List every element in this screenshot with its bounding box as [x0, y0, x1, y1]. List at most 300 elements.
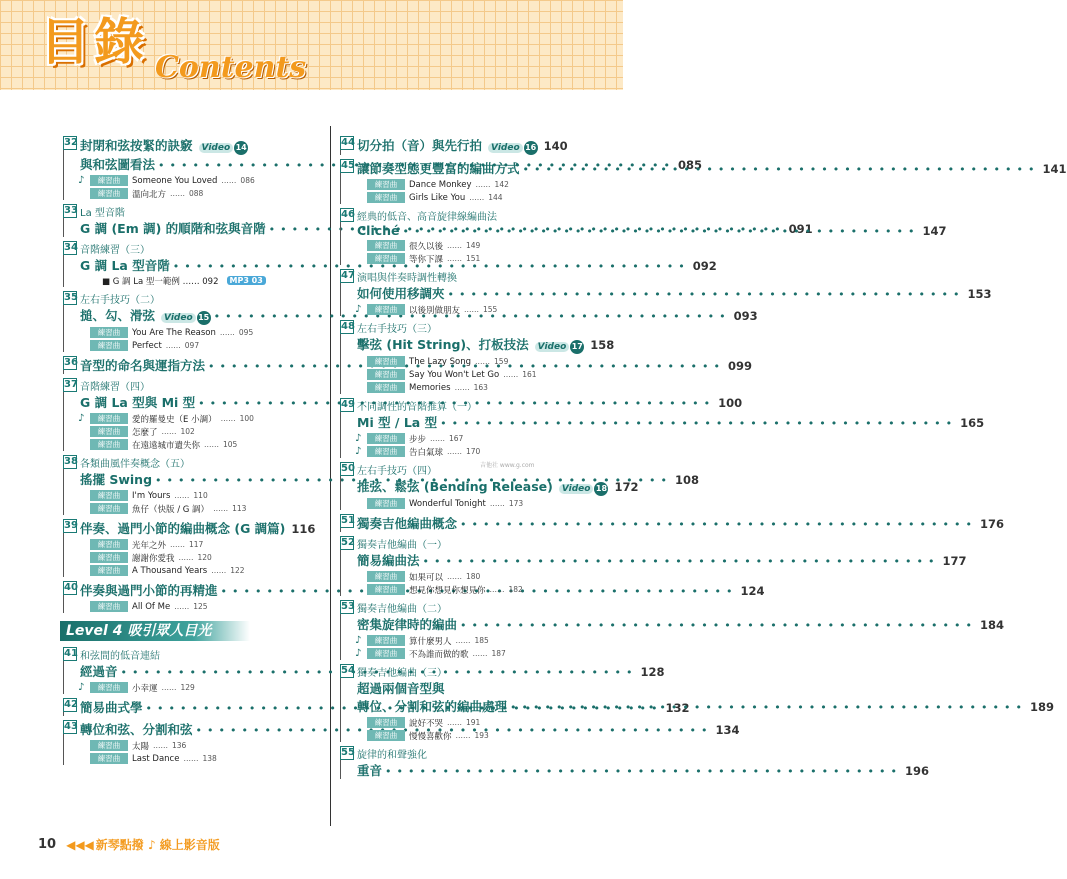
- song-page-ref: 191: [466, 718, 481, 727]
- video-badge[interactable]: [161, 311, 211, 325]
- chapter-title-line[interactable]: [357, 335, 615, 354]
- page-subtitle: Contents: [155, 50, 307, 85]
- practice-chip: 練習曲: [367, 584, 405, 595]
- song-page-ref: 100: [239, 414, 254, 423]
- toc-entry[interactable]: [340, 462, 639, 510]
- leader-dots: ……: [170, 540, 186, 549]
- practice-chip: 練習曲: [367, 446, 405, 457]
- song-list: [357, 716, 565, 742]
- chapter-title: 封閉和弦按緊的訣竅: [80, 138, 193, 153]
- toc-entry[interactable]: [340, 136, 568, 155]
- song-page-ref: 163: [473, 383, 488, 392]
- song-item[interactable]: [367, 583, 565, 596]
- chapter-number: 53: [341, 601, 355, 612]
- song-item[interactable]: [90, 739, 303, 752]
- toc-entry[interactable]: [340, 320, 615, 394]
- song-page-ref: 149: [466, 241, 481, 250]
- chapter-number: 35: [64, 292, 78, 303]
- song-title: 魚仔（快版 / G 調）: [132, 504, 210, 515]
- song-page-ref: 185: [474, 636, 489, 645]
- chapter-number: 49: [341, 399, 355, 410]
- song-page-ref: 095: [238, 328, 254, 337]
- song-page-ref: 105: [223, 440, 238, 449]
- video-badge[interactable]: [488, 141, 538, 155]
- example-title: ■ G 調 La 型一範例 …… 092: [102, 276, 219, 287]
- chapter-title-line[interactable]: [357, 761, 930, 779]
- leader-dots: ……: [161, 683, 177, 692]
- page-ref: 177: [942, 554, 967, 568]
- leader-dots: ……: [447, 254, 463, 263]
- chapter-subtitle: 不同調性的音階推算（一）: [357, 402, 477, 413]
- song-page-ref: 161: [522, 370, 537, 379]
- leader-dots: ……: [430, 434, 446, 443]
- page-ref: 085: [678, 158, 703, 172]
- song-list: [357, 570, 565, 596]
- practice-chip: 練習曲: [90, 175, 128, 186]
- chapter-title: Mi 型 / La 型: [357, 415, 438, 430]
- leader-dots: [510, 701, 1027, 714]
- song-title: All Of Me: [132, 601, 171, 612]
- chapter-number: 47: [341, 270, 355, 281]
- leader-dots: ……: [165, 341, 181, 350]
- leader-dots: ……: [178, 553, 194, 562]
- song-page-ref: 182: [508, 585, 523, 594]
- chapter-title: 伴奏、過門小節的編曲概念 (G 調篇): [80, 521, 286, 536]
- practice-chip: 練習曲: [90, 753, 128, 764]
- practice-chip: 練習曲: [367, 253, 405, 264]
- chapter-number: 34: [64, 242, 78, 253]
- page-ref: 128: [640, 665, 665, 679]
- chapter-number: 50: [341, 463, 355, 474]
- song-page-ref: 097: [184, 341, 200, 350]
- guitar-icon: ♪: [355, 648, 362, 659]
- song-title: Perfect: [132, 340, 162, 351]
- chapter-subtitle: 獨奏吉他編曲（一）: [357, 540, 447, 551]
- practice-chip: 練習曲: [367, 730, 405, 741]
- chapter-number: 48: [341, 321, 355, 332]
- guitar-icon: ♪: [78, 682, 85, 693]
- practice-chip: 練習曲: [367, 304, 405, 315]
- song-page-ref: 155: [483, 305, 498, 314]
- chapter-title: 轉位和弦、分割和弦: [80, 722, 193, 737]
- song-page-ref: 102: [180, 427, 195, 436]
- practice-chip: 練習曲: [367, 498, 405, 509]
- leader-dots: [460, 518, 977, 531]
- page-ref: 141: [1042, 162, 1067, 176]
- page-title: 目錄: [40, 13, 148, 71]
- practice-chip: 練習曲: [367, 356, 405, 367]
- song-list: [357, 355, 565, 394]
- leader-dots: ……: [455, 636, 471, 645]
- song-item[interactable]: [78, 412, 303, 425]
- chapter-title: G 調 La 型音階: [80, 258, 170, 273]
- song-title: 算什麼男人: [409, 636, 452, 647]
- song-item[interactable]: [90, 438, 303, 451]
- page-ref: 184: [980, 618, 1005, 632]
- page-ref: 189: [1030, 700, 1055, 714]
- level-title: Level 4 吸引眾人目光: [66, 623, 212, 639]
- song-title: 說好不哭: [409, 718, 444, 729]
- song-title: 想見你想見你想見你: [409, 585, 486, 596]
- song-item[interactable]: [355, 303, 565, 316]
- song-page-ref: 142: [494, 180, 509, 189]
- song-page-ref: 113: [232, 504, 247, 513]
- song-page-ref: 138: [202, 754, 217, 763]
- chapter-title-line[interactable]: [357, 615, 1005, 633]
- video-icon: Video: [535, 342, 570, 352]
- song-title: Last Dance: [132, 753, 180, 764]
- arrow-icon: ◀◀◀: [66, 837, 94, 852]
- guitar-icon: ♪: [355, 635, 362, 646]
- song-list: [80, 412, 303, 451]
- practice-chip: 練習曲: [90, 490, 128, 501]
- chapter-number: 39: [64, 520, 78, 531]
- header-banner: [0, 0, 623, 90]
- chapter-subtitle: 演唱與伴奏時調性轉換: [357, 273, 457, 284]
- chapter-number: 51: [341, 515, 355, 526]
- chapter-subtitle: 左右手技巧（四）: [357, 466, 437, 477]
- song-title: 告白氣球: [409, 447, 444, 458]
- page-ref: 124: [740, 584, 765, 598]
- song-item[interactable]: [367, 252, 565, 265]
- leader-dots: ……: [174, 602, 190, 611]
- video-number: 14: [234, 141, 248, 155]
- leader-dots: ……: [213, 504, 229, 513]
- toc-entry[interactable]: [340, 514, 1005, 532]
- leader-dots: ……: [153, 741, 169, 750]
- leader-dots: ……: [170, 189, 186, 198]
- chapter-title: 與和弦圖看法: [80, 157, 156, 172]
- video-icon: Video: [488, 143, 523, 153]
- toc-entry[interactable]: [340, 746, 930, 779]
- example-item[interactable]: [90, 274, 303, 287]
- song-title: 謝謝你愛我: [132, 553, 175, 564]
- song-title: Someone You Loved: [132, 175, 218, 186]
- song-page-ref: 173: [508, 499, 524, 508]
- leader-dots: ……: [183, 754, 199, 763]
- leader-dots: [423, 555, 940, 568]
- page-ref: 100: [718, 396, 743, 410]
- song-item[interactable]: [90, 564, 303, 577]
- video-number: 17: [570, 340, 584, 354]
- chapter-title: 搥、勾、滑弦: [80, 308, 156, 323]
- chapter-title: 切分拍（音）與先行拍: [357, 138, 483, 153]
- song-page-ref: 088: [189, 189, 204, 198]
- guitar-icon: ♪: [355, 304, 362, 315]
- song-title: 太陽: [132, 741, 150, 752]
- chapter-number: 46: [341, 209, 355, 220]
- leader-dots: ……: [472, 649, 488, 658]
- practice-chip: 練習曲: [367, 382, 405, 393]
- song-title: 小幸運: [132, 683, 158, 694]
- watermark: 吉他社 www.g.com: [480, 462, 535, 469]
- chapter-number: 41: [64, 648, 78, 659]
- leader-dots: ……: [219, 328, 235, 337]
- chapter-number: 32: [64, 137, 78, 148]
- chapter-title: 推弦、鬆弦 (Bending Release): [357, 479, 553, 494]
- song-title: 愛的羅曼史（E 小調）: [132, 414, 217, 425]
- chapter-title: 如何使用移調夾: [357, 286, 445, 301]
- song-page-ref: 117: [189, 540, 204, 549]
- page-number: 10: [38, 837, 57, 852]
- chapter-title-line[interactable]: [357, 679, 565, 697]
- practice-chip: 練習曲: [367, 571, 405, 582]
- chapter-number: 38: [64, 456, 78, 467]
- song-page-ref: 193: [474, 731, 489, 740]
- chapter-subtitle: 左右手技巧（三）: [357, 324, 437, 335]
- leader-dots: ……: [204, 440, 220, 449]
- leader-dots: ……: [447, 447, 463, 456]
- leader-dots: ……: [161, 427, 177, 436]
- song-item[interactable]: [78, 174, 303, 187]
- practice-chip: 練習曲: [90, 539, 128, 550]
- chapter-title-line[interactable]: [357, 551, 967, 569]
- song-item[interactable]: [355, 647, 565, 660]
- chapter-number: 54: [341, 665, 355, 676]
- practice-chip: 練習曲: [367, 648, 405, 659]
- page-ref: 092: [692, 259, 717, 273]
- chapter-title: 簡易曲式學: [80, 700, 143, 715]
- chapter-subtitle: 各類曲風伴奏概念（五）: [80, 459, 190, 470]
- chapter-number: 55: [341, 747, 355, 758]
- song-item[interactable]: [90, 425, 303, 438]
- song-page-ref: 144: [488, 193, 503, 202]
- song-item[interactable]: [367, 191, 565, 204]
- chapter-title-line[interactable]: [80, 136, 303, 155]
- chapter-title-line[interactable]: [357, 514, 1005, 532]
- chapter-title-line[interactable]: [357, 477, 639, 496]
- practice-chip: 練習曲: [90, 413, 128, 424]
- chapter-number: 45: [341, 160, 355, 171]
- chapter-subtitle: 和弦間的低音連結: [80, 651, 160, 662]
- mp3-badge[interactable]: MP3 03: [227, 276, 266, 285]
- toc-entry[interactable]: [340, 600, 1005, 660]
- song-item[interactable]: [90, 600, 303, 613]
- leader-dots: ……: [455, 731, 471, 740]
- chapter-number: 42: [64, 699, 78, 710]
- song-page-ref: 167: [449, 434, 464, 443]
- chapter-title: 音型的命名與運指方法: [80, 358, 206, 373]
- chapter-title: G 調 (Em 調) 的順階和弦與音階: [80, 221, 266, 236]
- chapter-subtitle: 旋律的和聲強化: [357, 750, 427, 761]
- song-list: [80, 326, 303, 352]
- page-ref: 132: [665, 701, 690, 715]
- leader-dots: ……: [503, 370, 519, 379]
- song-item[interactable]: [78, 681, 303, 694]
- song-page-ref: 122: [230, 566, 245, 575]
- practice-chip: 練習曲: [90, 740, 128, 751]
- page-ref: 091: [788, 222, 813, 236]
- song-item[interactable]: [90, 538, 303, 551]
- practice-chip: 練習曲: [90, 565, 128, 576]
- song-title: You Are The Reason: [132, 327, 216, 338]
- leader-dots: ……: [447, 241, 463, 250]
- song-list: [357, 432, 565, 458]
- page-ref: 158: [590, 338, 615, 352]
- page-ref: 147: [922, 224, 947, 238]
- song-title: 如果可以: [409, 572, 444, 583]
- practice-chip: 練習曲: [90, 426, 128, 437]
- page-ref: 196: [905, 764, 930, 778]
- chapter-subtitle: 音階練習（四）: [80, 382, 150, 393]
- song-item[interactable]: [90, 502, 303, 515]
- song-list: [357, 303, 565, 316]
- practice-chip: 練習曲: [367, 369, 405, 380]
- song-list: [80, 174, 303, 200]
- chapter-number: 43: [64, 721, 78, 732]
- song-title: Memories: [409, 382, 451, 393]
- song-item[interactable]: [367, 497, 565, 510]
- chapter-title-line[interactable]: [357, 284, 992, 302]
- song-item[interactable]: [355, 445, 565, 458]
- chapter-title: G 調 La 型與 Mi 型: [80, 395, 196, 410]
- chapter-subtitle: 獨奏吉他編曲（三）: [357, 668, 447, 679]
- page-ref: 134: [715, 723, 740, 737]
- video-number: 15: [197, 311, 211, 325]
- song-title: Say You Won't Let Go: [409, 369, 500, 380]
- book-brand: 新琴點撥 ♪ 線上影音版: [95, 838, 220, 852]
- practice-chip: 練習曲: [90, 503, 128, 514]
- song-title: 在遠遠城市遺失你: [132, 440, 201, 451]
- leader-dots: [523, 163, 1040, 176]
- leader-dots: [440, 417, 957, 430]
- song-list: [357, 497, 565, 510]
- song-title: 等你下課: [409, 254, 444, 265]
- song-title: 步步: [409, 434, 427, 445]
- chapter-title: 讓節奏型態更豐富的編曲方式: [357, 161, 520, 176]
- page-ref: 153: [967, 287, 992, 301]
- song-item[interactable]: [367, 716, 565, 729]
- song-title: 不為誰而做的歌: [409, 649, 469, 660]
- chapter-title-line[interactable]: [357, 413, 985, 431]
- leader-dots: ……: [469, 193, 485, 202]
- chapter-subtitle: 左右手技巧（二）: [80, 295, 160, 306]
- song-item[interactable]: [367, 178, 565, 191]
- song-item[interactable]: [367, 729, 565, 742]
- song-title: Dance Monkey: [409, 179, 472, 190]
- page-ref: 140: [543, 139, 568, 153]
- practice-chip: 練習曲: [367, 179, 405, 190]
- leader-dots: ……: [447, 718, 463, 727]
- toc-entry[interactable]: [63, 519, 316, 577]
- song-list: [80, 600, 303, 613]
- chapter-title: 超過兩個音型與: [357, 681, 445, 696]
- chapter-title: 擊弦 (Hit String)、打板技法: [357, 337, 529, 352]
- song-item[interactable]: [355, 634, 565, 647]
- page-ref: 116: [291, 522, 316, 536]
- song-page-ref: 129: [180, 683, 195, 692]
- song-list: [80, 739, 303, 765]
- song-list: [80, 538, 303, 577]
- leader-dots: ……: [211, 566, 227, 575]
- song-item[interactable]: [90, 489, 303, 502]
- song-list: [80, 489, 303, 515]
- chapter-title: 密集旋律時的編曲: [357, 617, 458, 632]
- leader-dots: ……: [475, 180, 491, 189]
- song-item[interactable]: [90, 551, 303, 564]
- song-title: I'm Yours: [132, 490, 171, 501]
- chapter-number: 52: [341, 537, 355, 548]
- song-page-ref: 180: [466, 572, 481, 581]
- song-page-ref: 187: [491, 649, 506, 658]
- song-page-ref: 170: [466, 447, 481, 456]
- song-item[interactable]: [367, 355, 565, 368]
- chapter-title-line[interactable]: [357, 136, 568, 155]
- video-badge[interactable]: [559, 482, 609, 496]
- song-list: [357, 239, 565, 265]
- practice-chip: 練習曲: [90, 188, 128, 199]
- song-item[interactable]: [90, 339, 303, 352]
- leader-dots: [460, 619, 977, 632]
- song-page-ref: 120: [197, 553, 212, 562]
- chapter-number: 33: [64, 205, 78, 216]
- song-title: 很久以後: [409, 241, 444, 252]
- song-item[interactable]: [90, 326, 303, 339]
- chapter-title: Cliché: [357, 223, 400, 238]
- chapter-number: 36: [64, 357, 78, 368]
- practice-chip: 練習曲: [90, 682, 128, 693]
- video-icon: Video: [161, 313, 196, 323]
- page-ref: 165: [960, 416, 985, 430]
- practice-chip: 練習曲: [367, 240, 405, 251]
- chapter-title: 搖擺 Swing: [80, 472, 153, 487]
- footer: [38, 836, 220, 853]
- leader-dots: ……: [489, 585, 505, 594]
- video-icon: Video: [199, 143, 234, 153]
- chapter-subtitle: 音階練習（三）: [80, 245, 150, 256]
- song-title: The Lazy Song: [409, 356, 472, 367]
- song-title: 以後別做朋友: [409, 305, 461, 316]
- video-badge[interactable]: [199, 141, 249, 155]
- song-title: A Thousand Years: [132, 565, 208, 576]
- song-item[interactable]: [367, 239, 565, 252]
- practice-chip: 練習曲: [90, 327, 128, 338]
- chapter-title: 簡易編曲法: [357, 553, 420, 568]
- page-ref: 093: [733, 309, 758, 323]
- video-badge[interactable]: [535, 340, 585, 354]
- chapter-subtitle: 獨奏吉他編曲（二）: [357, 604, 447, 615]
- practice-chip: 練習曲: [367, 635, 405, 646]
- leader-dots: ……: [447, 572, 463, 581]
- video-number: 18: [594, 482, 608, 496]
- song-item[interactable]: [367, 381, 565, 394]
- song-page-ref: 159: [494, 357, 509, 366]
- song-item[interactable]: [367, 368, 565, 381]
- leader-dots: [385, 765, 902, 778]
- level-banner: [60, 621, 250, 641]
- song-page-ref: 136: [172, 741, 187, 750]
- song-item[interactable]: [90, 752, 303, 765]
- guitar-icon: ♪: [355, 433, 362, 444]
- song-page-ref: 125: [193, 602, 208, 611]
- song-list: [357, 634, 565, 660]
- song-page-ref: 110: [193, 491, 208, 500]
- leader-dots: ……: [220, 414, 236, 423]
- chapter-number: 37: [64, 379, 78, 390]
- song-page-ref: 086: [240, 176, 255, 185]
- chapter-title: 重音: [357, 763, 383, 778]
- page-ref: 172: [614, 480, 639, 494]
- leader-dots: ……: [174, 491, 190, 500]
- leader-dots: ……: [454, 383, 470, 392]
- guitar-icon: ♪: [78, 413, 85, 424]
- chapter-title-line[interactable]: [80, 519, 316, 537]
- song-item[interactable]: [90, 187, 303, 200]
- song-item[interactable]: [355, 432, 565, 445]
- song-item[interactable]: [367, 570, 565, 583]
- leader-dots: [403, 225, 920, 238]
- chapter-title: 經過音: [80, 664, 118, 679]
